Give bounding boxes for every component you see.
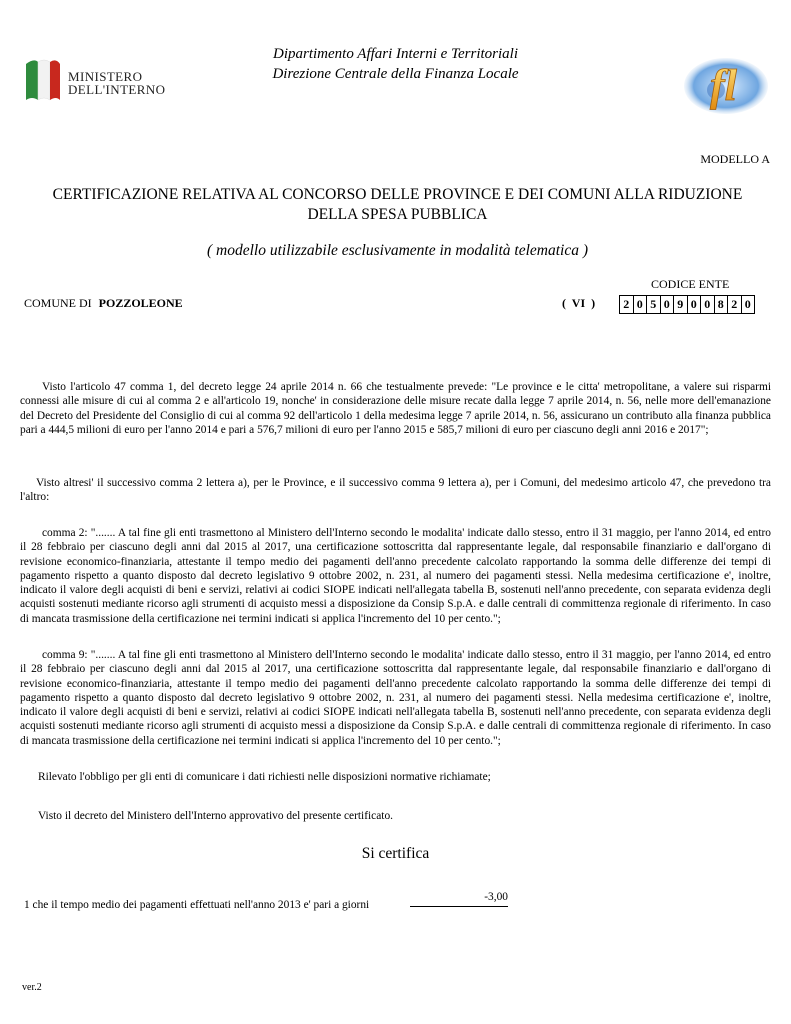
codice-digit: 0 xyxy=(633,295,648,314)
codice-ente-boxes xyxy=(619,295,754,314)
tempo-medio-value: -3,00 xyxy=(410,891,508,907)
codice-digit: 9 xyxy=(673,295,688,314)
department-line1: Dipartimento Affari Interni e Territoriali xyxy=(272,46,519,62)
document-title xyxy=(40,185,755,225)
title-line2: DELLA SPESA PUBBLICA xyxy=(307,206,488,223)
paragraph-visto-altresi: Visto altresi' il successivo comma 2 lettera a), per le Province, e il successivo comma 9 lettera a), per i Comuni, del medesimo articolo 47, che prevedono tra l'altro: xyxy=(20,477,771,504)
paragraph-comma-9: comma 9: "....... A tal fine gli enti trasmettono al Ministero dell'Interno secondo le modalita' indicate dallo stesso, entro il 31 maggio, per l'anno 2014, ed entro il 28 febbraio per ciascuno degli anni dal 2015 al 2017, una certificazione sottoscritta dal rappresentante legale, dal responsabile finanziario e dall'organo di revisione economico-finanziaria, attestante il tempo medio dei pagamenti dell'anno precedente calcolato rapportando la somma delle differenze dei tempi di pagamento rispetto a quanto disposto dal decreto legislativo 9 ottobre 2002, n. 231, al numero dei pagamenti stessi. Nella medesima certificazione e', inoltre, indicato il valore degli acquisti di beni e servizi, relativi ai codici SIOPE indicati nell'allegata tabella B, sostenuti nell'anno precedente, con separata evidenza degli acquisti sostenuti mediante ricorso agli strumenti di acquisto messi a disposizione da Consip S.p.A. e dalle centrali di committenza regionale di riferimento. In caso di mancata trasmissione della certificazione nei termini indicati si applica l'incremento del 10 per cento."; xyxy=(20,649,771,747)
title-line1: CERTIFICAZIONE RELATIVA AL CONCORSO DELLE PROVINCE E DEI COMUNI ALLA RIDUZIONE xyxy=(52,186,743,203)
si-certifica-heading: Si certifica xyxy=(361,845,430,862)
department-header xyxy=(200,44,591,84)
ministry-name xyxy=(68,70,165,96)
ministry-line1: MINISTERO xyxy=(68,69,143,84)
ministry-line2: DELL'INTERNO xyxy=(68,82,166,97)
codice-digit: 2 xyxy=(727,295,742,314)
paragraph-visto-art47: Visto l'articolo 47 comma 1, del decreto legge 24 aprile 2014 n. 66 che testualmente prevede: "Le province e le citta' metropolitane, a valere sui risparmi connessi alle misure di cui al comma 2 e all'articolo 19, nonche' in considerazione delle misure recate dalla legge 7 aprile 2014, n. 56, nelle more dell'emanazione del Decreto del Presidente del Consiglio di cui al comma 92 dell'articolo 1 della medesima legge 7 aprile 2014, n. 56, assicurano un contributo alla finanza pubblica pari a 444,5 milioni di euro per l'anno 2014 e pari a 576,7 milioni di euro per l'anno 2015 e 585,7 milioni di euro per ciascuno degli anni 2016 e 2017"; xyxy=(20,381,771,436)
codice-digit: 5 xyxy=(646,295,661,314)
codice-digit: 0 xyxy=(687,295,702,314)
finanza-locale-logo xyxy=(680,50,774,118)
ministry-flag-logo xyxy=(24,56,62,102)
provincia-code xyxy=(562,296,595,311)
codice-digit: 0 xyxy=(741,295,756,314)
comune-label: COMUNE DI xyxy=(24,296,92,310)
comune-row xyxy=(24,296,183,311)
tempo-medio-label: 1 che il tempo medio dei pagamenti effettuati nell'anno 2013 e' pari a giorni xyxy=(24,899,370,911)
codice-digit: 0 xyxy=(700,295,715,314)
codice-digit: 0 xyxy=(660,295,675,314)
paragraph-comma-2: comma 2: "....... A tal fine gli enti trasmettono al Ministero dell'Interno secondo le modalita' indicate dallo stesso, entro il 31 maggio, per l'anno 2014, ed entro il 28 febbraio per ciascuno degli anni dal 2015 al 2017, una certificazione sottoscritta dal rappresentante legale, dal responsabile finanziario e dall'organo di revisione economico-finanziaria, attestante il tempo medio dei pagamenti dell'anno precedente calcolato rapportando la somma delle differenze dei tempi di pagamento rispetto a quanto disposto dal decreto legislativo 9 ottobre 2002, n. 231, al numero dei pagamenti stessi. Nella medesima certificazione e', inoltre, indicato il valore degli acquisti di beni e servizi, relativi ai codici SIOPE indicati nell'allegata tabella B, sostenuti nell'anno precedente, con separata evidenza degli acquisti sostenuti mediante ricorso agli strumenti di acquisto messi a disposizione da Consip S.p.A. e dalle centrali di committenza regionale di riferimento. In caso di mancata trasmissione della certificazione nei termini indicati si applica l'incremento del 10 per cento."; xyxy=(20,527,771,625)
codice-digit: 8 xyxy=(714,295,729,314)
fl-logo-text: fl xyxy=(710,61,737,110)
document-subtitle: ( modello utilizzabile esclusivamente in modalità telematica ) xyxy=(207,242,588,259)
comune-name: POZZOLEONE xyxy=(98,296,183,310)
modello-label: MODELLO A xyxy=(700,152,770,166)
codice-digit: 2 xyxy=(619,295,634,314)
paragraph-visto-decreto: Visto il decreto del Ministero dell'Interno approvativo del presente certificato. xyxy=(38,810,393,822)
paragraph-rilevato: Rilevato l'obbligo per gli enti di comunicare i dati richiesti nelle disposizioni normative richiamate; xyxy=(38,771,491,783)
version-label: ver.2 xyxy=(22,982,42,993)
department-line2: Direzione Centrale della Finanza Locale xyxy=(272,66,519,82)
provincia-value: ( VI ) xyxy=(562,296,596,310)
codice-ente-label: CODICE ENTE xyxy=(651,277,730,291)
